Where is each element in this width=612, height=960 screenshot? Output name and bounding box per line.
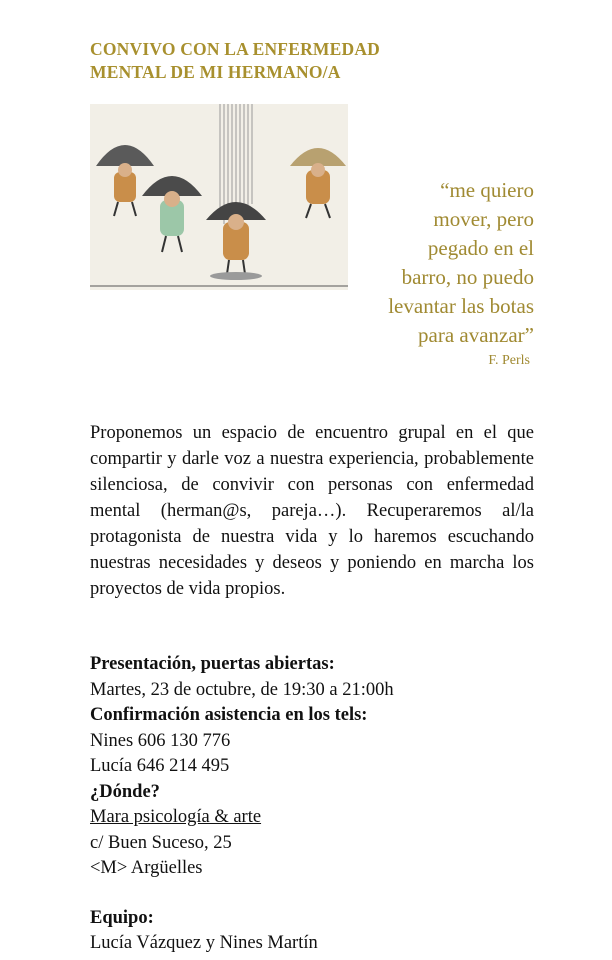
title-line-2: MENTAL DE MI HERMANO/A xyxy=(90,62,341,82)
title-line-1: CONVIVO CON LA ENFERMEDAD xyxy=(90,39,381,59)
quote-line: mover, pero xyxy=(433,207,534,231)
address: c/ Buen Suceso, 25 xyxy=(90,832,232,853)
quote-line: pegado en el xyxy=(427,236,534,260)
phone-lucia: Lucía 646 214 495 xyxy=(90,756,230,776)
team-label: Equipo: xyxy=(90,907,154,928)
phone-nines: Nines 606 130 776 xyxy=(90,730,231,751)
metro-stop: <M> Argüelles xyxy=(90,858,203,878)
presentation-label: Presentación, puertas abiertas: xyxy=(90,654,335,674)
where-label: ¿Dónde? xyxy=(90,781,160,802)
quote-block xyxy=(314,176,534,350)
spacer xyxy=(90,882,550,906)
presentation-date: Martes, 23 de octubre, de 19:30 a 21:00h xyxy=(90,679,394,700)
confirm-label: Confirmación asistencia en los tels: xyxy=(90,705,368,725)
venue-link[interactable]: Mara psicología & arte xyxy=(90,807,262,827)
quote-line: levantar las botas xyxy=(388,294,534,318)
quote-line: para avanzar” xyxy=(418,323,534,347)
umbrella-illustration xyxy=(90,104,348,290)
team-names: Lucía Vázquez y Nines Martín xyxy=(90,933,318,953)
quote-author: F. Perls xyxy=(488,353,530,368)
quote-line: “me quiero xyxy=(440,178,534,202)
event-info xyxy=(90,652,550,957)
intro-paragraph: Proponemos un espacio de encuentro grupal en el que compartir y darle voz a nuestra experiencia, probablemente silenciosa, de convivir con personas con enfermedad mental (herman@s, pareja…). Recuperaremos al/la protagonista de nuestra vida y lo haremos escuchando nuestras necesidades y deseos y poniendo en marcha los proyectos de vida propios. xyxy=(90,423,534,599)
quote-line: barro, no puedo xyxy=(401,265,534,289)
flyer-title xyxy=(90,38,510,84)
